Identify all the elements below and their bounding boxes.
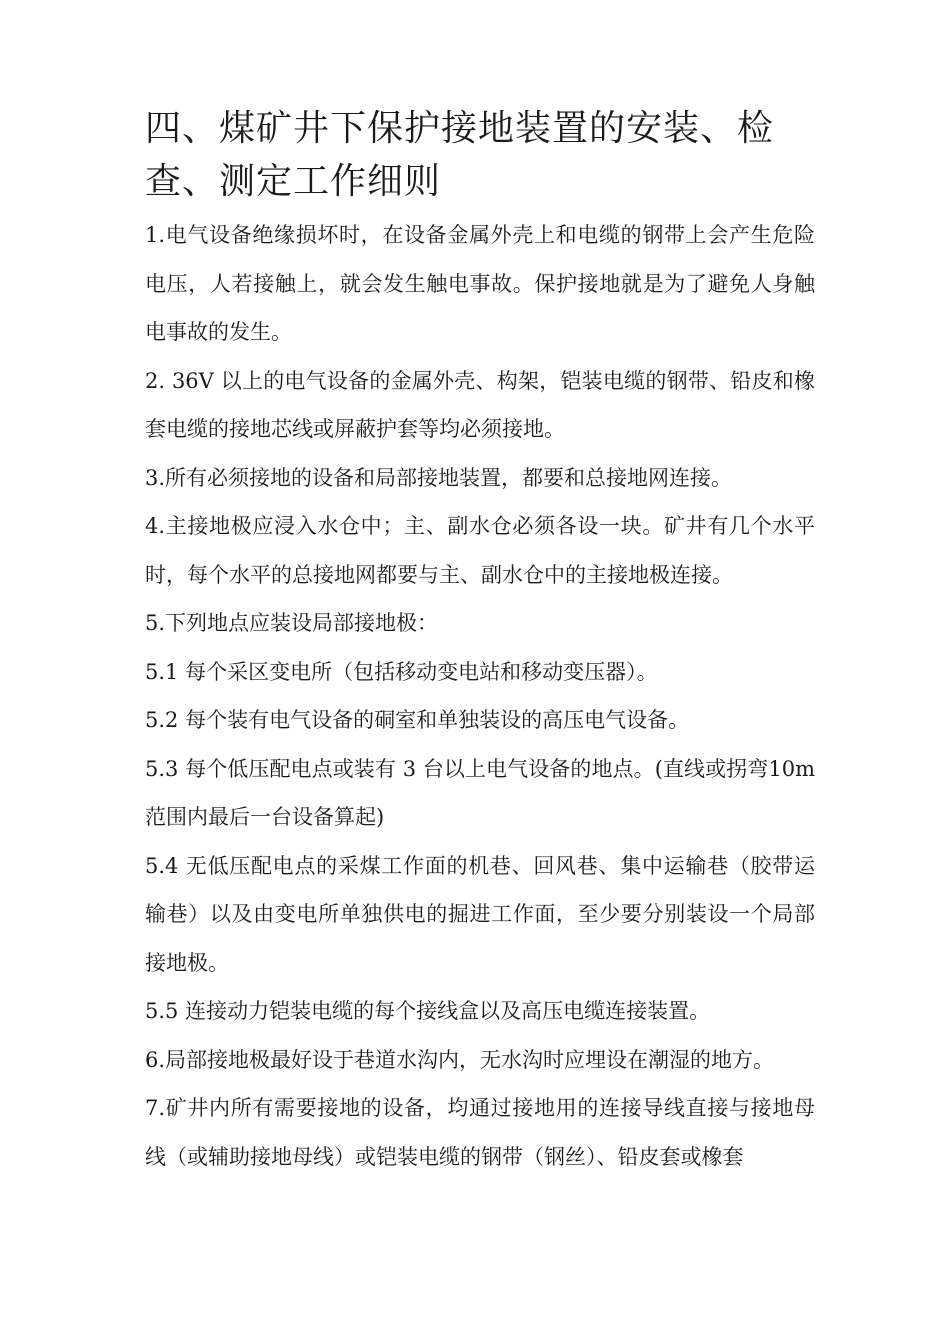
paragraph-5-4: 5.4 无低压配电点的采煤工作面的机巷、回风巷、集中运输巷（胶带运输巷）以及由变电所单独供电的掘进工作面，至少要分别装设一个局部接地极。 (145, 853, 815, 975)
paragraph-6: 6.局部接地极最好设于巷道水沟内，无水沟时应埋设在潮湿的地方。 (145, 1047, 775, 1072)
paragraph-5-2: 5.2 每个装有电气设备的硐室和单独装设的高压电气设备。 (145, 708, 690, 732)
paragraph-2: 2. 36V 以上的电气设备的金属外壳、构架，铠装电缆的钢带、铅皮和橡套电缆的接地芯线或屏蔽护套等均必须接地。 (145, 368, 815, 441)
document-title: 四、煤矿井下保护接地装置的安装、检查、测定工作细则 (145, 108, 775, 202)
paragraph-7: 7.矿井内所有需要接地的设备，均通过接地用的连接导线直接与接地母线（或辅助接地母线）或铠装电缆的钢带（钢丝）、铅皮套或橡套 (145, 1096, 815, 1169)
paragraph-5-1: 5.1 每个采区变电所（包括移动变电站和移动变压器）。 (145, 659, 658, 684)
paragraph-3: 3.所有必须接地的设备和局部接地装置，都要和总接地网连接。 (145, 465, 733, 490)
paragraph-1: 1.电气设备绝缘损坏时，在设备金属外壳上和电缆的钢带上会产生危险电压，人若接触上，就会发生触电事故。保护接地就是为了避免人身触电事故的发生。 (145, 223, 815, 344)
paragraph-5-5: 5.5 连接动力铠装电缆的每个接线盒以及高压电缆连接装置。 (145, 999, 711, 1023)
paragraph-4: 4.主接地极应浸入水仓中；主、副水仓必须各设一块。矿井有几个水平时，每个水平的总接地网都要与主、副水仓中的主接地极连接。 (145, 514, 815, 587)
paragraph-5: 5.下列地点应装设局部接地极： (145, 611, 439, 635)
document-body (145, 102, 815, 1181)
paragraph-5-3: 5.3 每个低压配电点或装有 3 台以上电气设备的地点。(直线或拐弯10m 范围内最后一台设备算起) (145, 756, 815, 829)
